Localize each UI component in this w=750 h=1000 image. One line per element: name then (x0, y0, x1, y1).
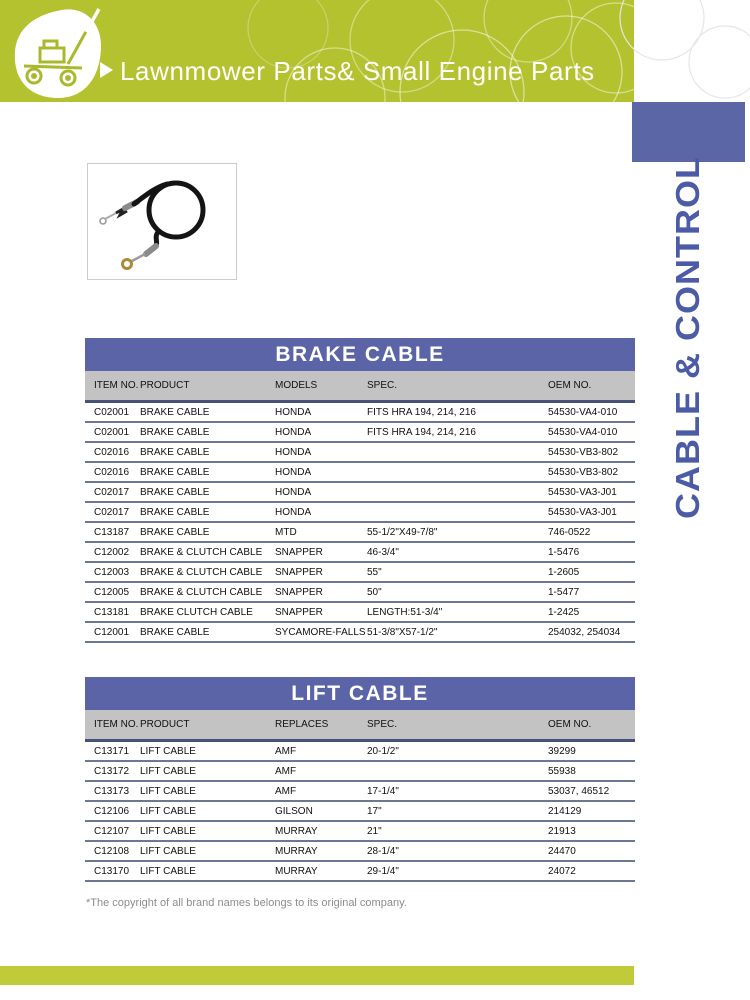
table-row (85, 862, 635, 882)
table-title: LIFT CABLE (85, 677, 635, 710)
table-cell: 746-0522 (548, 526, 591, 538)
table-cell: BRAKE CABLE (140, 426, 210, 438)
table-cell: AMF (275, 745, 297, 757)
table-cell: C02001 (94, 426, 130, 438)
column-header: PRODUCT (140, 719, 190, 730)
brake-cable-table (85, 338, 635, 643)
table-cell: LIFT CABLE (140, 785, 196, 797)
table-cell: C13172 (94, 765, 130, 777)
column-header: OEM NO. (548, 380, 592, 391)
column-header: SPEC. (367, 719, 398, 730)
table-cell: BRAKE CABLE (140, 446, 210, 458)
table-cell: 55-1/2"X49-7/8" (367, 526, 438, 538)
table-cell: C02017 (94, 486, 130, 498)
table-cell: HONDA (275, 406, 312, 418)
table-cell: C13171 (94, 745, 130, 757)
table-cell: C12002 (94, 546, 130, 558)
page-title: Lawnmower Parts& Small Engine Parts (120, 56, 595, 86)
table-cell: LIFT CABLE (140, 745, 196, 757)
table-cell: HONDA (275, 426, 312, 438)
table-cell: C02001 (94, 406, 130, 418)
table-cell: 29-1/4" (367, 865, 399, 877)
table-row (85, 443, 635, 463)
table-cell: HONDA (275, 486, 312, 498)
table-row (85, 842, 635, 862)
column-header: REPLACES (275, 719, 329, 730)
table-cell: 54530-VA3-J01 (548, 506, 617, 518)
table-row (85, 503, 635, 523)
table-cell: C13187 (94, 526, 130, 538)
table-row (85, 543, 635, 563)
table-row (85, 563, 635, 583)
table-cell: C12107 (94, 825, 130, 837)
table-cell: BRAKE CABLE (140, 506, 210, 518)
table-cell: BRAKE & CLUTCH CABLE (140, 586, 263, 598)
table-column-headers (85, 710, 635, 742)
table-row (85, 802, 635, 822)
table-row (85, 822, 635, 842)
table-cell: MURRAY (275, 865, 318, 877)
table-cell: BRAKE CABLE (140, 466, 210, 478)
table-cell: 1-2425 (548, 606, 580, 618)
table-cell: 24072 (548, 865, 576, 877)
table-cell: 39299 (548, 745, 576, 757)
table-cell: HONDA (275, 466, 312, 478)
table-cell: 54530-VA4-010 (548, 406, 618, 418)
bottom-green-bar (0, 966, 634, 985)
table-cell: MURRAY (275, 825, 318, 837)
table-cell: 24470 (548, 845, 576, 857)
table-cell: 21" (367, 825, 382, 837)
table-cell: LIFT CABLE (140, 805, 196, 817)
table-cell: 214129 (548, 805, 582, 817)
table-cell: C12005 (94, 586, 130, 598)
table-cell: BRAKE CLUTCH CABLE (140, 606, 253, 618)
table-cell: SNAPPER (275, 546, 323, 558)
table-row (85, 742, 635, 762)
corner-decorative-circles (600, 0, 750, 100)
table-cell: HONDA (275, 506, 312, 518)
brake-cable-image (88, 164, 236, 279)
table-cell: C12003 (94, 566, 130, 578)
table-title: BRAKE CABLE (85, 338, 635, 371)
column-header: ITEM NO. (94, 719, 139, 730)
table-cell: 46-3/4" (367, 546, 399, 558)
table-row (85, 523, 635, 543)
section-label-vertical (662, 156, 714, 519)
table-cell: 254032, 254034 (548, 626, 621, 638)
column-header: SPEC. (367, 380, 398, 391)
column-header: PRODUCT (140, 380, 190, 391)
table-row (85, 583, 635, 603)
table-row (85, 403, 635, 423)
table-cell: BRAKE CABLE (140, 406, 210, 418)
table-cell: BRAKE CABLE (140, 526, 210, 538)
table-cell: 55" (367, 566, 382, 578)
table-cell: SNAPPER (275, 566, 323, 578)
copyright-note: *The copyright of all brand names belongs to its original company. (86, 897, 407, 909)
table-rows (85, 742, 635, 882)
table-cell: 51-3/8"X57-1/2" (367, 626, 438, 638)
table-cell: 50" (367, 586, 382, 598)
table-cell: 28-1/4" (367, 845, 399, 857)
table-cell: 1-5476 (548, 546, 580, 558)
table-cell: 54530-VB3-802 (548, 466, 619, 478)
table-row (85, 463, 635, 483)
table-cell: LIFT CABLE (140, 845, 196, 857)
table-cell: GILSON (275, 805, 313, 817)
table-cell: MTD (275, 526, 297, 538)
table-cell: 1-5477 (548, 586, 580, 598)
table-cell: LIFT CABLE (140, 765, 196, 777)
table-cell: SNAPPER (275, 606, 323, 618)
table-cell: 17" (367, 805, 382, 817)
product-photo (87, 163, 237, 280)
table-cell: BRAKE CABLE (140, 626, 210, 638)
column-header: OEM NO. (548, 719, 592, 730)
table-cell: 54530-VA4-010 (548, 426, 618, 438)
header-bar (0, 0, 634, 102)
table-cell: AMF (275, 765, 297, 777)
table-cell: LIFT CABLE (140, 865, 196, 877)
table-cell: SNAPPER (275, 586, 323, 598)
table-cell: BRAKE & CLUTCH CABLE (140, 546, 263, 558)
table-row (85, 623, 635, 643)
table-cell: C12001 (94, 626, 130, 638)
lift-cable-table (85, 677, 635, 882)
table-cell: 20-1/2" (367, 745, 399, 757)
table-cell: FITS HRA 194, 214, 216 (367, 426, 476, 438)
column-header: ITEM NO. (94, 380, 139, 391)
table-rows (85, 403, 635, 643)
table-cell: C02016 (94, 466, 130, 478)
table-row (85, 782, 635, 802)
table-cell: BRAKE CABLE (140, 486, 210, 498)
table-cell: 21913 (548, 825, 576, 837)
table-cell: C02016 (94, 446, 130, 458)
table-cell: C13173 (94, 785, 130, 797)
section-color-tab (632, 102, 745, 162)
table-column-headers (85, 371, 635, 403)
lawnmower-icon (10, 4, 110, 102)
table-cell: BRAKE & CLUTCH CABLE (140, 566, 263, 578)
table-row (85, 762, 635, 782)
table-cell: AMF (275, 785, 297, 797)
table-row (85, 603, 635, 623)
table-cell: MURRAY (275, 845, 318, 857)
table-cell: 1-2605 (548, 566, 580, 578)
table-row (85, 423, 635, 443)
table-cell: C12108 (94, 845, 130, 857)
table-cell: LENGTH:51-3/4" (367, 606, 443, 618)
table-cell: 53037, 46512 (548, 785, 610, 797)
table-cell: 54530-VB3-802 (548, 446, 619, 458)
table-cell: 55938 (548, 765, 576, 777)
table-cell: C13170 (94, 865, 130, 877)
table-row (85, 483, 635, 503)
play-arrow-icon (100, 62, 113, 78)
column-header: MODELS (275, 380, 318, 391)
section-label-text: CABLE & CONTROL (668, 156, 707, 519)
table-cell: LIFT CABLE (140, 825, 196, 837)
table-cell: 54530-VA3-J01 (548, 486, 617, 498)
table-cell: FITS HRA 194, 214, 216 (367, 406, 476, 418)
table-cell: 17-1/4" (367, 785, 399, 797)
table-cell: SYCAMORE-FALLS (275, 626, 366, 638)
table-cell: C13181 (94, 606, 130, 618)
table-cell: C12106 (94, 805, 130, 817)
table-cell: HONDA (275, 446, 312, 458)
table-cell: C02017 (94, 506, 130, 518)
